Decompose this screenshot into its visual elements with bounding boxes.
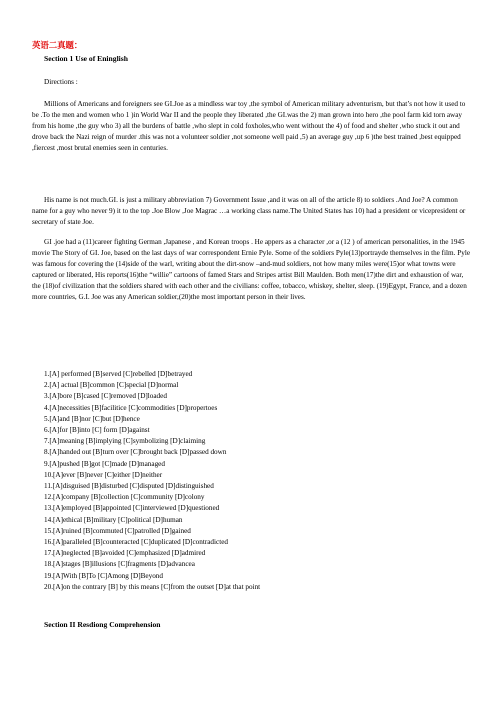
- option-item: 7.[A]meaning [B]implying [C]symbolizing [D]claiming: [44, 437, 206, 446]
- option-item: 17.[A]neglected [B]avoided [C]emphasized [D]admired: [44, 549, 206, 558]
- option-item: 18.[A]stages [B]illusions [C]fragments [D]advancea: [44, 560, 195, 569]
- option-item: 3.[A]bore [B]cased [C]removed [D]loaded: [44, 392, 167, 401]
- option-item: 5.[A]and [B]nor [C]but [D]hence: [44, 414, 140, 423]
- passage-paragraph-1: Millions of Americans and foreigners see GI.Joe as a mindless war toy ,the symbol of American military adventurism, but that’s not how it used to be .To the men and women who 1 )in World War II and the people they liberated ,the GI.was the 2) man grown into hero ,the pool farm kid torn away from his home ,the guy who 3) all the burdens of battle ,who slept in cold foxholes,who went without the 4) of food and shelter ,who stuck it out and drove back the Nazi reign of murder .this was not a volunteer soldier ,not someone well paid ,5) an average guy ,up 6 )the best trained ,best equipped ,fiercest ,most brutal enemies seen in centuries.: [32, 100, 466, 153]
- option-item: 12.[A]company [B]collection [C]community [D]colony: [44, 493, 205, 502]
- option-item: 1.[A] performed [B]served [C]rebelled [D]betrayed: [44, 370, 193, 378]
- option-item: 6.[A]for [B]into [C] form [D]against: [44, 426, 150, 435]
- option-item: 8.[A]handed out [B]turn over [C]brought back [D]passed down: [44, 448, 227, 457]
- section-1-heading: Section 1 Use of Eninglish: [44, 54, 128, 63]
- option-item: 20.[A]on the contrary [B] by this means [C]from the outset [D]at that point: [44, 582, 261, 591]
- section-2-heading: Section II Resdiong Comprehension: [44, 620, 161, 629]
- document-title: 英语二真题：: [32, 41, 83, 50]
- option-item: 15.[A]ruined [B]commuted [C]patrolled [D]gained: [44, 526, 191, 535]
- option-item: 11.[A]disguised [B]disturbed [C]disputed [D]distinguished: [44, 482, 214, 491]
- directions-label: Directions :: [44, 78, 78, 86]
- option-item: 14.[A]ethical [B]military [C]political [D]human: [44, 515, 183, 524]
- option-item: 4.[A]necessities [B]facilitice [C]commodities [D]propertoes: [44, 403, 218, 412]
- option-item: 2.[A] actual [B]common [C]special [D]normal: [44, 381, 179, 390]
- answer-options-list: [44, 369, 260, 593]
- option-item: 10.[A]ever [B]never [C]either [D]neither: [44, 470, 163, 479]
- option-item: 16.[A]paralleled [B]counteracted [C]duplicated [D]contradicted: [44, 538, 228, 547]
- option-item: 19.[A]With [B]To [C]Among [D]Beyond: [44, 571, 163, 580]
- option-item: 9.[A]pushed [B]got [C]made [D]managed: [44, 459, 165, 468]
- passage-paragraph-2: His name is not much.GI. is just a military abbreviation 7) Government Issue ,and it was on all of the article 8) to soldiers .And Joe? A common name for a guy who never 9) it to the top .Joe Blow ,Joe Magrac …a working class name.The United States has 10) had a president or vicepresident or secretary of state Joe.: [32, 196, 466, 227]
- passage-paragraph-3: GI .joe had a (11)career fighting German ,Japanese , and Korean troops . He appers as a character ,or a (12 ) of american personalities, in the 1945 movie The Story of GI. Joe, based on the last days of war correspondent Ernie Pyle. Some of the soldiers Pyle(13)portrayde themselves in the film. Pyle was famous for covering the (14)side of the warl, writing about the dirt-snow –and-mud soldiers, not how many miles were(15)or what towns were captured or liberated, His reports(16)the “willie” cartoons of famed Stars and Stripes artist Bill Maulden. Both men(17)the dirt and exhaustion of war, the (18)of civilization that the soldiers shared with each other and the civilians: coffee, tobacco, whiskey, shelter, sleep. (19)Egypt, France, and a dozen more countries, G.I. Joe was any American soldier,(20)the most important person in their lives.: [32, 238, 471, 302]
- option-item: 13.[A]employed [B]appointed [C]interviewed [D]questioned: [44, 504, 220, 513]
